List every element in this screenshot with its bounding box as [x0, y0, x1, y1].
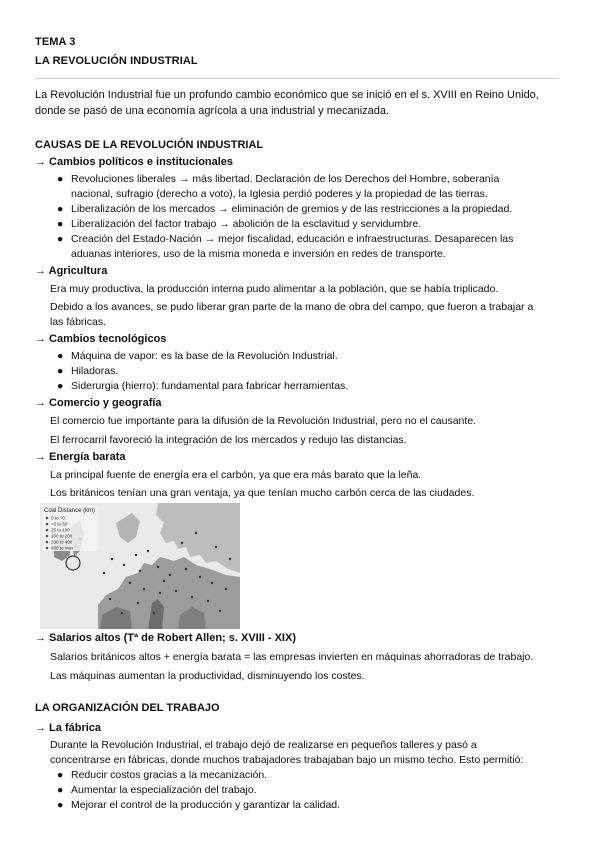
map-legend-item: 100 to 200	[51, 533, 73, 539]
bullet-icon: ●	[57, 365, 64, 377]
map-legend-item: 0 to ~0	[51, 515, 65, 521]
agricultura-text-1: Era muy productiva, la producción interna pudo alimentar a la población, que se había triplicado.	[50, 283, 499, 295]
salarios-text-2: Las máquinas aumentan la productividad, disminuyendo los costes.	[50, 670, 365, 682]
energia-text-1: La principal fuente de energía era el carbón, ya que era más barato que la leña.	[50, 469, 422, 481]
bullet-icon: ●	[57, 799, 64, 811]
list-item: ● Creación del Estado-Nación → mejor fiscalidad, educación e infraestructuras. Desaparecen las aduanas interiores, uso de la misma moneda e inversión en redes de transporte.	[57, 233, 514, 260]
list-item: ● Siderurgia (hierro): fundamental para fabricar herramientas.	[57, 380, 349, 392]
map-legend-item: ~0 to 50	[51, 521, 68, 527]
list-item: ● Revoluciones liberales → más libertad. Declaración de los Derechos del Hombre, soberanía nacional, sufragio (derecho a voto), la Iglesia perdió poderes y la propiedad de las tierras.	[57, 173, 500, 200]
section-heading-organizacion: LA ORGANIZACIÓN DEL TRABAJO	[35, 702, 220, 714]
list-item: ● Reducir costos gracias a la mecanización.	[57, 769, 268, 781]
list-item: ● Máquina de vapor: es la base de la Revolución Industrial.	[57, 350, 338, 362]
map-legend-item: 200 to 400	[51, 539, 73, 545]
list-item: ● Mejorar el control de la producción y garantizar la calidad.	[57, 799, 341, 811]
list-item: ● Liberalización de los mercados → eliminación de gremios y de las restricciones a la propiedad.	[57, 203, 513, 215]
section-heading-causas: CAUSAS DE LA REVOLUCIÓN INDUSTRIAL	[35, 139, 264, 151]
coal-distance-map	[40, 503, 240, 629]
tecnologicos-list	[50, 349, 565, 394]
energia-text-2: Los británicos tenían una gran ventaja, ya que tenían mucho carbón cerca de las ciudades.	[50, 487, 475, 499]
subheading-energia: → Energía barata	[35, 451, 126, 463]
title-divider	[35, 78, 559, 79]
fabrica-paragraph: Durante la Revolución Industrial, el trabajo dejó de realizarse en pequeños talleres y pasó a concentrarse en fábricas, donde muchos trabajadores trabajaban bajo un mismo techo. Esto permitió:	[50, 739, 524, 766]
map-legend-item: 25 to 100	[51, 527, 70, 533]
bullet-icon: ●	[57, 769, 64, 781]
list-item: ● Liberalización del factor trabajo → abolición de la esclavitud y servidumbre.	[57, 218, 422, 230]
bullet-icon: ●	[57, 218, 64, 230]
list-item: ● Hiladoras.	[57, 365, 119, 377]
map-legend-title: Coal Distance (km)	[44, 508, 96, 514]
bullet-icon: ●	[57, 350, 64, 362]
subheading-comercio: → Comercio y geografía	[35, 397, 162, 409]
subheading-politicos: → Cambios políticos e institucionales	[35, 156, 234, 168]
subheading-agricultura: → Agricultura	[35, 265, 108, 277]
salarios-text-1: Salarios británicos altos + energía barata = las empresas invierten en máquinas ahorradoras de trabajo.	[50, 651, 534, 663]
bullet-icon: ●	[57, 233, 64, 245]
comercio-text-1: El comercio fue importante para la difusión de la Revolución Industrial, pero no el causante.	[50, 415, 477, 427]
subheading-fabrica: → La fábrica	[35, 722, 102, 734]
subheading-tecnologicos: → Cambios tecnológicos	[35, 333, 167, 345]
intro-paragraph: La Revolución Industrial fue un profundo cambio económico que se inició en el s. XVIII en Reino Unido, donde se pasó de una economía agrícola a una industrial y mecanizada.	[35, 89, 539, 117]
map-legend-item: 400 to max	[51, 545, 74, 551]
bullet-icon: ●	[57, 203, 64, 215]
fabrica-list	[50, 768, 565, 813]
bullet-icon: ●	[57, 784, 64, 796]
politicos-list	[50, 172, 565, 262]
subheading-salarios: → Salarios altos (Tª de Robert Allen; s. XVIII - XIX)	[35, 632, 296, 644]
list-item: ● Aumentar la especialización del trabajo.	[57, 784, 257, 796]
comercio-text-2: El ferrocarril favoreció la integración de los mercados y redujo las distancias.	[50, 434, 407, 446]
agricultura-text-2: Debido a los avances, se pudo liberar gran parte de la mano de obra del campo, que fueron a trabajar a las fábricas.	[50, 301, 534, 328]
topic-number: TEMA 3	[35, 36, 76, 48]
document-title: LA REVOLUCIÓN INDUSTRIAL	[35, 55, 198, 67]
bullet-icon: ●	[57, 380, 64, 392]
bullet-icon: ●	[57, 173, 64, 185]
